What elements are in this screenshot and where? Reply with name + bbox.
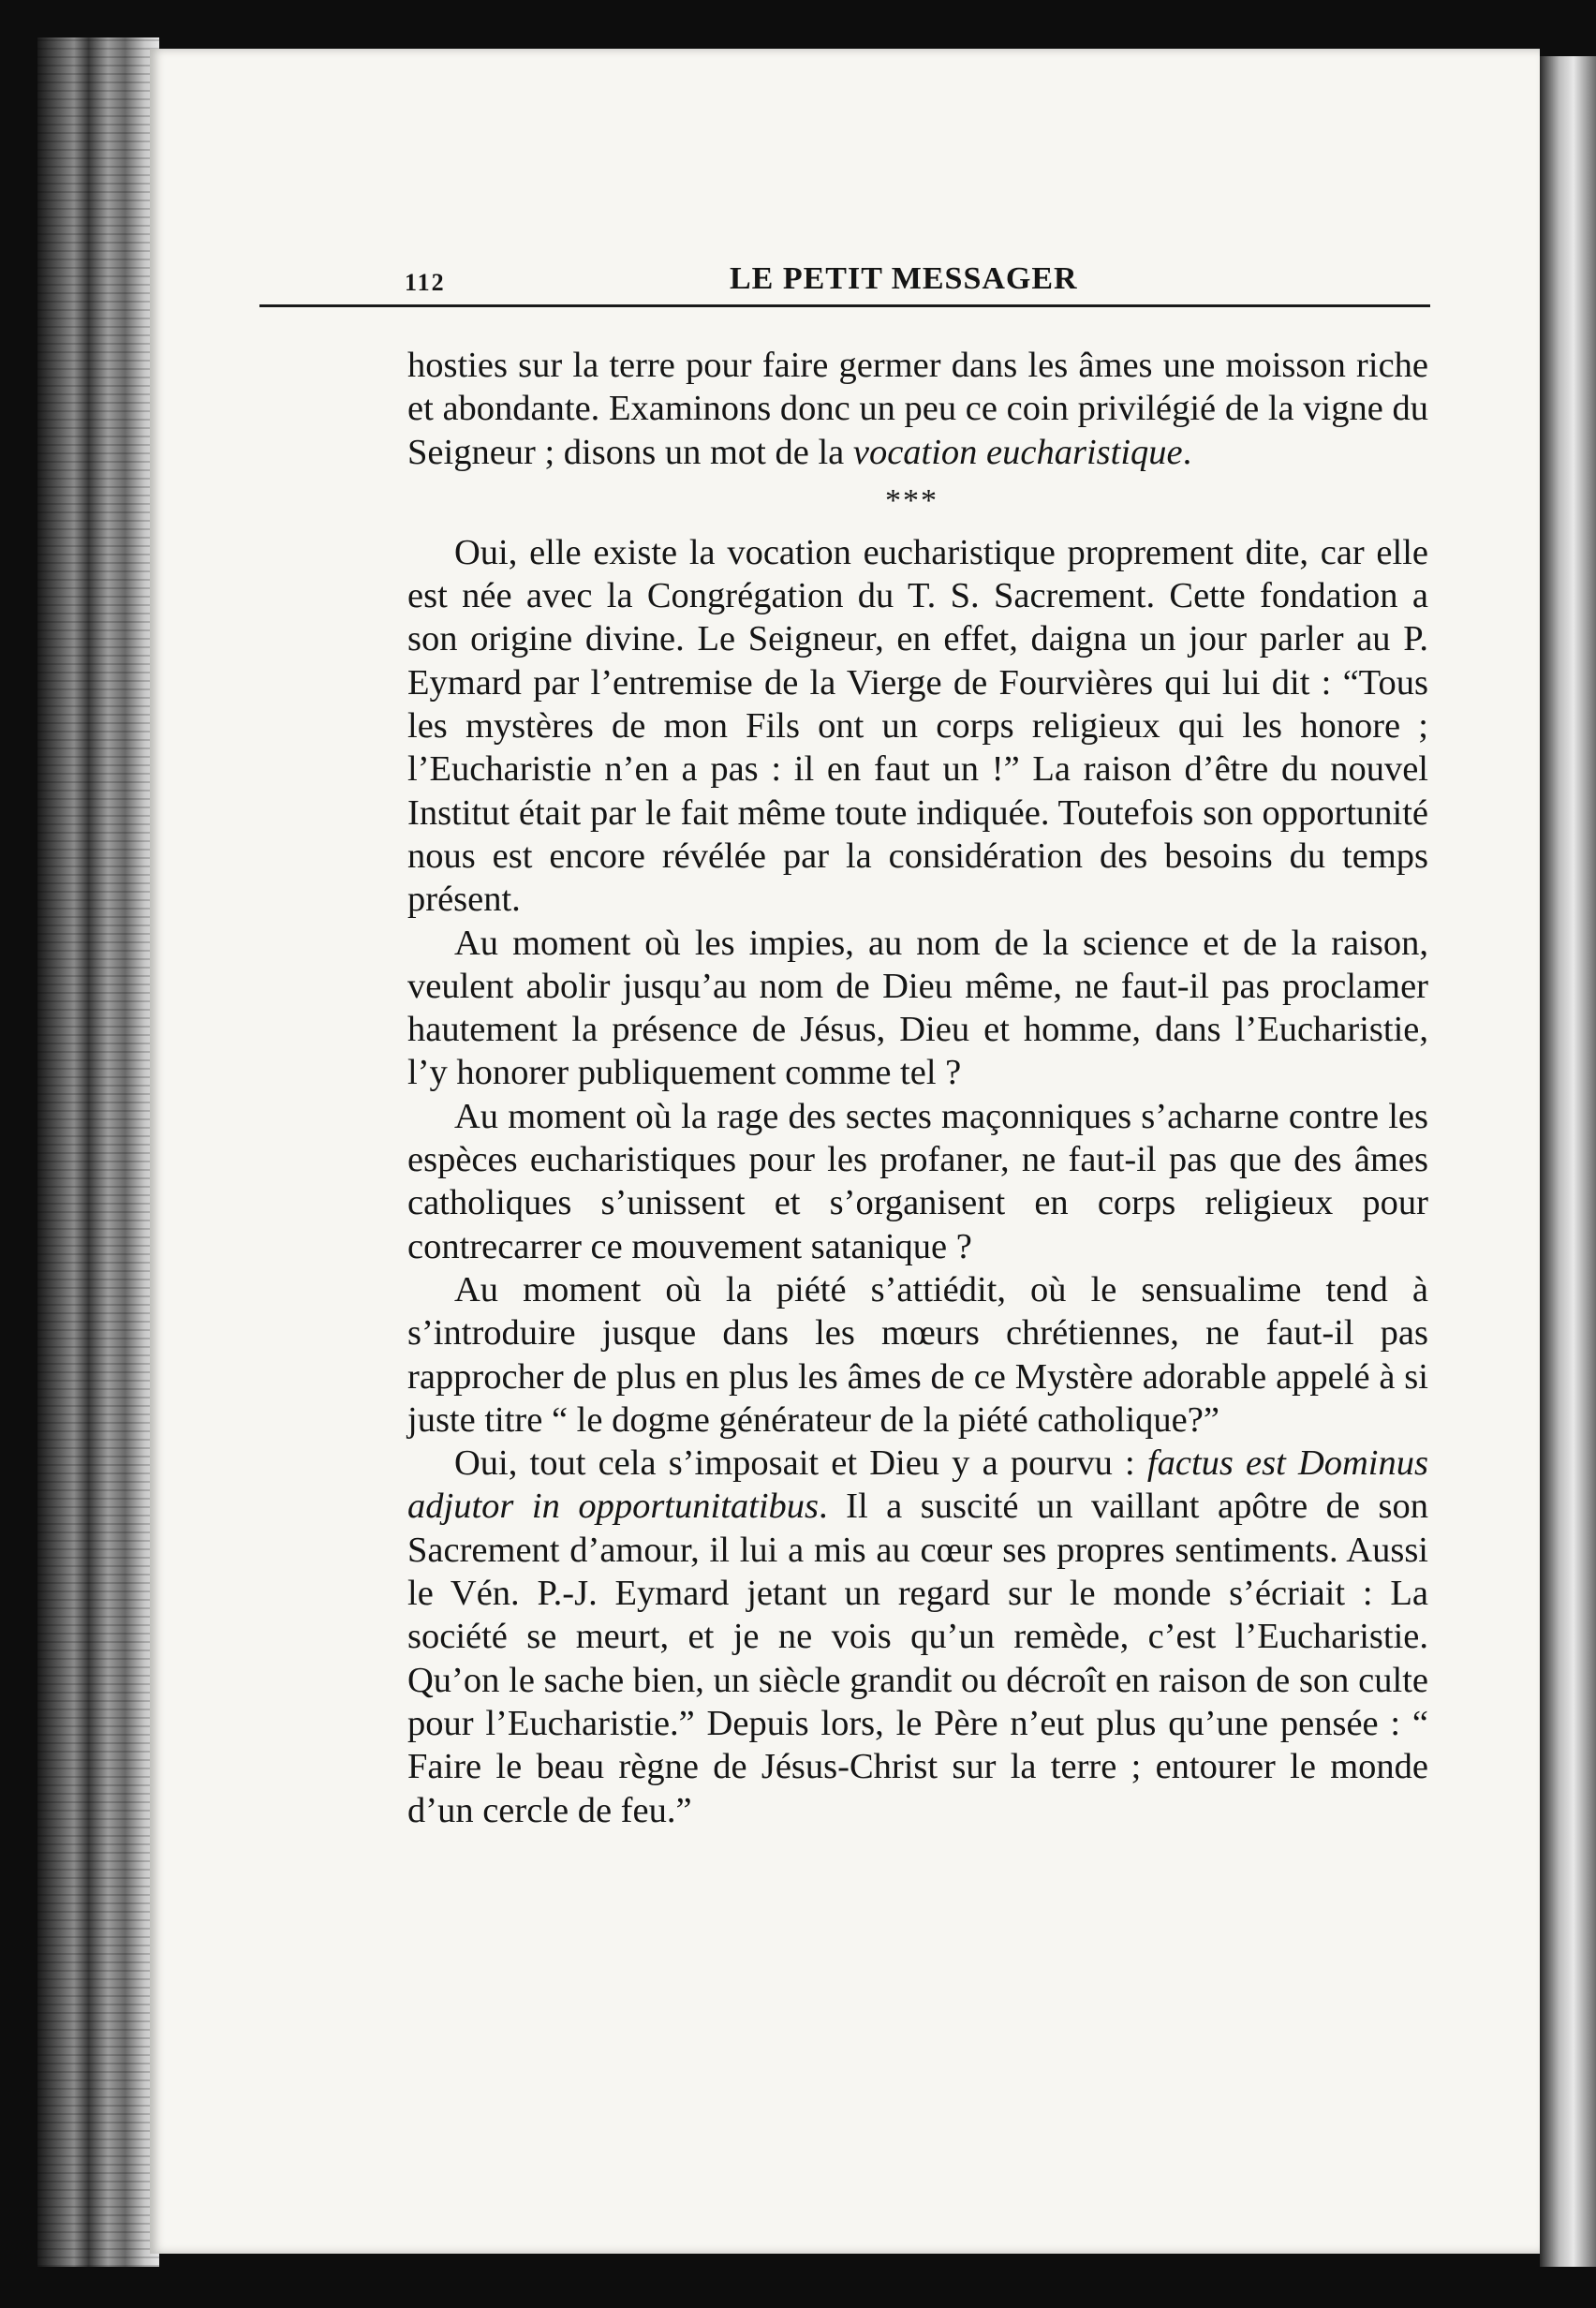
page-header	[259, 258, 1430, 307]
asterism: ***	[885, 482, 938, 518]
italic-term: vocation eucharistique	[852, 432, 1183, 472]
paragraph-text: .	[1182, 432, 1192, 472]
book-page-edges-right	[1540, 56, 1596, 2267]
paragraph: Au moment où la rage des sectes maçonniques s’acharne contre les espèces eucharistiques pour les profaner, ne faut-il pas que des âmes catholiques s’unissent et s’organisent en corps religieux pour contrecarrer ce mouvement satanique ?	[407, 1096, 1428, 1266]
latin-quote: factus est Dominus adjutor in opportunitatibus	[407, 1443, 1428, 1527]
page-content	[259, 258, 1449, 1830]
paragraph-text: Oui, tout cela s’imposait et Dieu y a pourvu :	[454, 1443, 1147, 1484]
paragraph-text: hosties sur la terre pour faire germer dans les âmes une moisson riche et abondante. Examinons donc un peu ce coin privilégié de la vigne du Seigneur ; disons un mot de la	[407, 346, 1428, 472]
paragraph-text: . Il a suscité un vaillant apôtre de son Sacrement d’amour, il lui a mis au cœur ses propres sentiments. Aussi le Vén. P.-J. Eymard jetant un regard sur le monde s’écriait : La société se meurt, et je ne vois qu’un remède, c’est l’Eucharistie. Qu’on le sache bien, un siècle grandit ou décroît en raison de son culte pour l’Eucharistie.” Depuis lors, le Père n’eut plus qu’une pensée : “ Faire le beau règne de Jésus-Christ sur la terre ; entourer le monde d’un cercle de feu.”	[407, 1487, 1428, 1830]
book-page-edges-left	[37, 37, 159, 2267]
body-text	[407, 344, 1428, 1832]
paragraph-continued	[407, 344, 1428, 474]
paragraph: Oui, elle existe la vocation eucharistique proprement dite, car elle est née avec la Congrégation du T. S. Sacrement. Cette fondation a son origine divine. Le Seigneur, en effet, daigna un jour parler au P. Eymard par l’entremise de la Vierge de Fourvières qui lui dit : “Tous les mystères de mon Fils ont un corps religieux qui les honore ; l’Eucharistie n’en a pas : il en faut un !” La raison d’être du nouvel Institut était par le fait même toute indiquée. Toutefois son opportunité nous est encore révélée par la considération des besoins du temps présent.	[407, 532, 1428, 920]
paragraph	[407, 1442, 1428, 1832]
page-number: 112	[405, 269, 446, 296]
running-title: LE PETIT MESSAGER	[730, 261, 1078, 296]
section-separator	[407, 474, 1428, 531]
paragraph: Au moment où les impies, au nom de la science et de la raison, veulent abolir jusqu’au nom de Dieu même, ne faut-il pas proclamer hautement la présence de Jésus, Dieu et homme, dans l’Eucharistie, l’y honorer publiquement comme tel ?	[407, 923, 1428, 1093]
paragraph: Au moment où la piété s’attiédit, où le sensualime tend à s’introduire jusque dans les mœurs chrétiennes, ne faut-il pas rapprocher de plus en plus les âmes de ce Mystère adorable appelé à si juste titre “ le dogme générateur de la piété catholique?”	[407, 1269, 1428, 1440]
